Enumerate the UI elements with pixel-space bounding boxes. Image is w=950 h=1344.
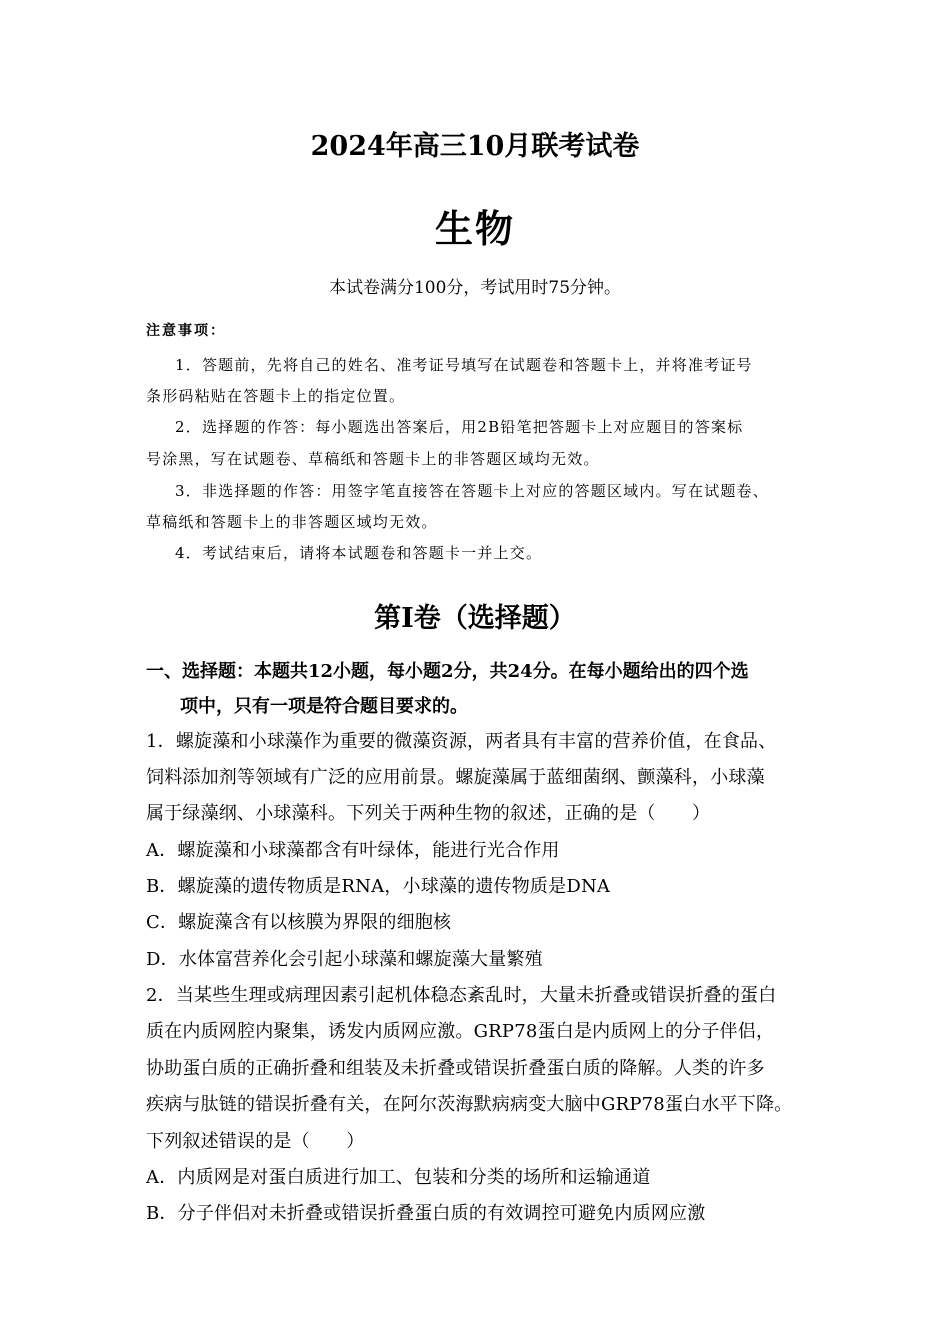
notice-line: 2．选择题的作答：每小题选出答案后，用2B铅笔把答题卡上对应题目的答案标	[175, 418, 744, 436]
section-title: 第Ⅰ卷（选择题）	[374, 603, 576, 634]
notice-line: 3．非选择题的作答：用签字笔直接答在答题卡上对应的答题区域内。写在试题卷、	[175, 482, 769, 500]
question-2-stem: 疾病与肽链的错误折叠有关，在阿尔茨海默病病变大脑中GRP78蛋白水平下降。	[146, 1094, 793, 1115]
question-1-option-a: A．螺旋藻和小球藻都含有叶绿体，能进行光合作用	[146, 840, 560, 861]
question-1-option-b: B．螺旋藻的遗传物质是RNA，小球藻的遗传物质是DNA	[146, 876, 611, 897]
question-2-option-a: A．内质网是对蛋白质进行加工、包装和分类的场所和运输通道	[146, 1167, 651, 1188]
question-2-stem: 质在内质网腔内聚集，诱发内质网应激。GRP78蛋白是内质网上的分子伴侣，	[146, 1021, 775, 1042]
question-2-stem: 下列叙述错误的是（ ）	[146, 1131, 365, 1152]
question-2-option-b: B．分子伴侣对未折叠或错误折叠蛋白质的有效调控可避免内质网应激	[146, 1203, 706, 1224]
question-2-stem: 2．当某些生理或病理因素引起机体稳态紊乱时，大量未折叠或错误折叠的蛋白	[146, 985, 777, 1006]
question-2-stem: 协助蛋白质的正确折叠和组装及未折叠或错误折叠蛋白质的降解。人类的许多	[146, 1058, 765, 1079]
subject-title: 生物	[434, 206, 515, 251]
notice-line: 1．答题前，先将自己的姓名、准考证号填写在试题卷和答题卡上，并将准考证号	[175, 356, 753, 374]
notice-heading: 注意事项：	[146, 323, 226, 339]
notice-line: 4．考试结束后，请将本试题卷和答题卡一并上交。	[175, 544, 543, 562]
notice-line: 号涂黑，写在试题卷、草稿纸和答题卡上的非答题区域均无效。	[146, 450, 600, 468]
notice-line: 条形码粘贴在答题卡上的指定位置。	[146, 387, 406, 405]
notice-line: 草稿纸和答题卡上的非答题区域均无效。	[146, 513, 438, 531]
question-1-stem: 1．螺旋藻和小球藻作为重要的微藻资源，两者具有丰富的营养价值，在食品、	[146, 731, 777, 752]
question-1-option-c: C．螺旋藻含有以核膜为界限的细胞核	[146, 912, 452, 933]
question-1-stem: 属于绿藻纲、小球藻科。下列关于两种生物的叙述，正确的是（ ）	[146, 803, 711, 824]
part-heading: 项中，只有一项是符合题目要求的。	[180, 696, 468, 717]
exam-info: 本试卷满分100分，考试用时75分钟。	[328, 278, 622, 298]
exam-title: 2024年高三10月联考试卷	[310, 131, 640, 162]
question-1-stem: 饲料添加剂等领域有广泛的应用前景。螺旋藻属于蓝细菌纲、颤藻科，小球藻	[146, 767, 765, 788]
question-1-option-d: D．水体富营养化会引起小球藻和螺旋藻大量繁殖	[146, 949, 543, 970]
part-heading: 一、选择题：本题共12小题，每小题2分，共24分。在每小题给出的四个选	[146, 661, 749, 682]
